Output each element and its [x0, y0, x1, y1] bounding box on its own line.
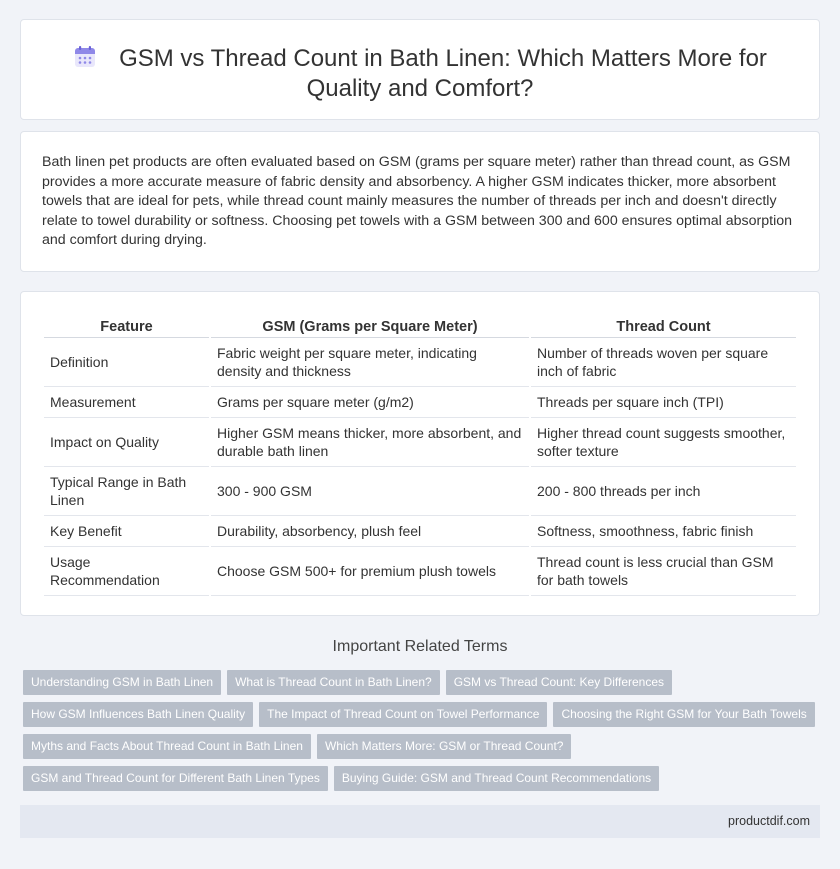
- tag-row: [23, 670, 823, 702]
- tag-link[interactable]: Which Matters More: GSM or Thread Count?: [317, 734, 572, 759]
- table-cell: Higher GSM means thicker, more absorbent, and durable bath linen: [211, 418, 529, 467]
- page-title: GSM vs Thread Count in Bath Linen: Which Matters More for Quality and Comfort?: [119, 45, 767, 102]
- calendar-icon: [73, 45, 97, 69]
- tag-link[interactable]: GSM vs Thread Count: Key Differences: [446, 670, 672, 695]
- table-cell: Impact on Quality: [44, 418, 209, 467]
- table-cell: 200 - 800 threads per inch: [531, 467, 796, 516]
- header-feature: Feature: [44, 316, 209, 338]
- tag-row: [23, 702, 823, 734]
- table-cell: Number of threads woven per square inch of fabric: [531, 338, 796, 387]
- table-cell: Grams per square meter (g/m2): [211, 387, 529, 418]
- table-cell: Threads per square inch (TPI): [531, 387, 796, 418]
- comparison-table-card: [20, 291, 820, 616]
- header-thread-count: Thread Count: [531, 316, 796, 338]
- intro-card: [20, 131, 820, 272]
- table-cell: Measurement: [44, 387, 209, 418]
- table-cell: Thread count is less crucial than GSM for bath towels: [531, 547, 796, 596]
- table-cell: Fabric weight per square meter, indicating density and thickness: [211, 338, 529, 387]
- related-terms-title: Important Related Terms: [332, 638, 508, 655]
- table-cell: Usage Recommendation: [44, 547, 209, 596]
- tag-link[interactable]: How GSM Influences Bath Linen Quality: [23, 702, 253, 727]
- header-gsm: GSM (Grams per Square Meter): [211, 316, 529, 338]
- tag-link[interactable]: Understanding GSM in Bath Linen: [23, 670, 221, 695]
- table-row: [44, 516, 796, 547]
- tag-link[interactable]: Myths and Facts About Thread Count in Bath Linen: [23, 734, 311, 759]
- related-terms-tags: [23, 670, 823, 798]
- table-cell: Key Benefit: [44, 516, 209, 547]
- intro-paragraph: Bath linen pet products are often evaluated based on GSM (grams per square meter) rather than thread count, as GSM provides a more accurate measure of fabric density and absorbency. A higher GSM indicates thicker, more absorbent towels that are ideal for pets, while thread count mainly measures the number of threads per inch and doesn't directly relate to towel durability or softness. Choosing pet towels with a GSM between 300 and 600 ensures optimal absorption and comfort during drying.: [42, 154, 792, 249]
- table-cell: 300 - 900 GSM: [211, 467, 529, 516]
- table-cell: Softness, smoothness, fabric finish: [531, 516, 796, 547]
- table-row: [44, 467, 796, 516]
- title-card: [20, 19, 820, 120]
- footer: [20, 805, 820, 838]
- table-row: [44, 547, 796, 596]
- tag-link[interactable]: Choosing the Right GSM for Your Bath Towels: [553, 702, 814, 727]
- tag-link[interactable]: What is Thread Count in Bath Linen?: [227, 670, 440, 695]
- footer-site-link[interactable]: productdif.com: [728, 814, 810, 828]
- table-cell: Durability, absorbency, plush feel: [211, 516, 529, 547]
- tag-link[interactable]: Buying Guide: GSM and Thread Count Recommendations: [334, 766, 659, 791]
- table-cell: Choose GSM 500+ for premium plush towels: [211, 547, 529, 596]
- tag-row: [23, 734, 823, 766]
- tag-link[interactable]: The Impact of Thread Count on Towel Performance: [259, 702, 547, 727]
- table-row: [44, 387, 796, 418]
- tag-row: [23, 766, 823, 798]
- tag-link[interactable]: GSM and Thread Count for Different Bath Linen Types: [23, 766, 328, 791]
- table-cell: Higher thread count suggests smoother, softer texture: [531, 418, 796, 467]
- table-row: [44, 418, 796, 467]
- table-header-row: [44, 316, 796, 338]
- comparison-table: [42, 316, 798, 596]
- table-row: [44, 338, 796, 387]
- table-cell: Definition: [44, 338, 209, 387]
- table-cell: Typical Range in Bath Linen: [44, 467, 209, 516]
- page-heading: [21, 44, 819, 104]
